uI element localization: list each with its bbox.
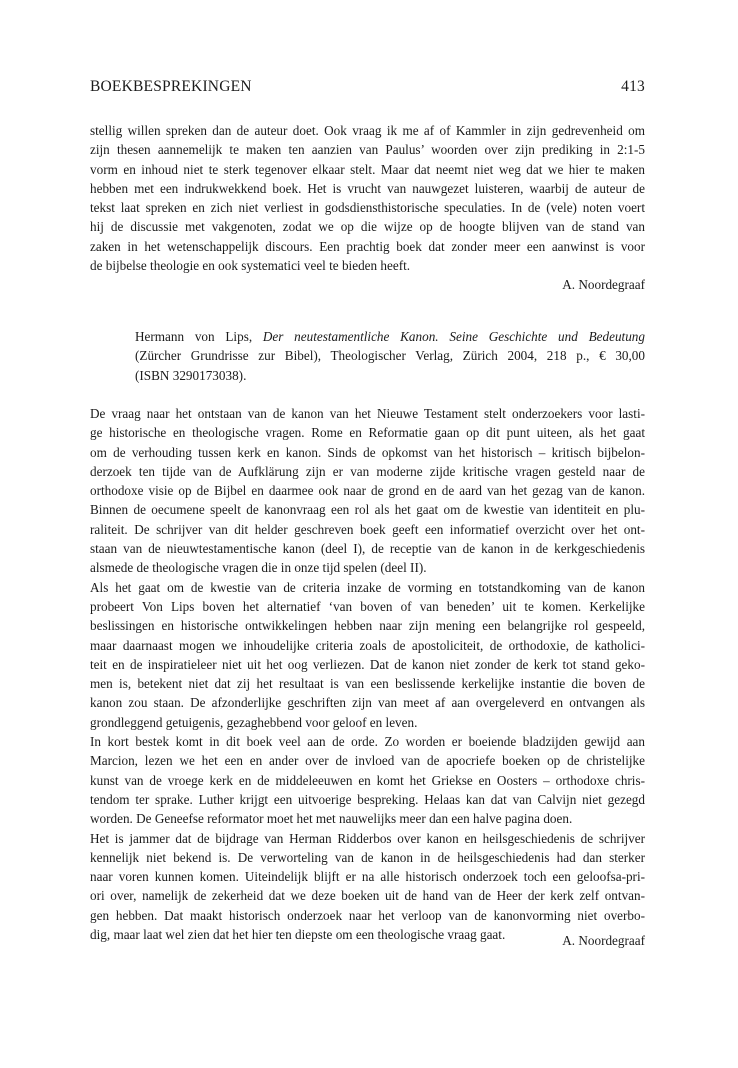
text-line: de bijbelse theologie en ook systematici veel te bieden heeft. [90,258,411,274]
text-line: stellig willen spreken dan de auteur doet. Ook vraag ik me af of Kammler in zijn gedrevenheid om [90,123,645,138]
text-line: Als het gaat om de kwestie van de criteria inzake de vorming en totstandkoming van de kanon [90,579,645,595]
citation-author: Hermann von Lips, [135,329,253,344]
text-line: ori over, namelijk de zekerheid dat we deze boeken uit de hand van de Heer der kerk zelf ontvan- [90,888,645,904]
text-line: Binnen de oecumene speelt de kanonvraag een rol als het gaat om de kwestie van identiteit en plu- [90,502,645,518]
text-line: grondleggend getuigenis, gezaghebbend voor geloof en leven. [90,714,418,730]
text-line: maar daarnaast mogen we inhoudelijke criteria zoals de apostoliciteit, de orthodoxie, de katholici- [90,637,645,653]
reviewer-signature: A. Noordegraaf [562,277,645,292]
text-line: worden. De Geneefse reformator moet het met nauwelijks meer dan een halve pagina doen. [90,811,573,827]
section-title: BOEKBESPREKINGEN [90,78,252,95]
text-line: tekst laat spreken en zich niet verliest in godsdiensthistorische speculaties. In de (vele) noten voert [90,200,645,216]
text-line: In kort bestek komt in dit boek veel aan de orde. Zo worden er boeiende bladzijden gewijd aan [90,734,645,750]
text-line: De vraag naar het ontstaan van de kanon van het Nieuwe Testament stelt onderzoekers voor lasti- [90,406,645,421]
text-line: staan van de nieuwtestamentische kanon (deel I), de receptie van de kanon in de kerkgeschiedenis [90,541,645,557]
text-line: Marcion, lezen we het een en ander over de invloed van de apocriefe boeken op de christelijke [90,753,645,769]
running-header [90,78,645,96]
text-line: vorm en inhoud niet te sterk tegenover elkaar stelt. Maar dat neemt niet weg dat we hier te maken [90,161,645,177]
text-line: derzoek ten tijde van de Aufklärung zijn er van moderne zijde kritische vragen gesteld naar de [90,463,645,479]
text-line: om de verhouding tussen kerk en kanon. Sinds de opkomst van het historisch – kritisch bijbelon- [90,444,645,460]
text-line: dig, maar laat wel zien dat het hier ten diepste om een theologische vraag gaat. [90,927,506,943]
text-line: kanon zou staan. De afzonderlijke geschriften zijn van meet af aan overgeleverd en ontvangen als [90,695,645,711]
text-line: kunst van de vroege kerk en de middeleeuwen en komt het Griekse en Oosters – orthodoxe chris- [90,772,645,788]
book-citation [135,327,645,385]
text-line: Het is jammer dat de bijdrage van Herman Ridderbos over kanon en heilsgeschiedenis de schrijver [90,830,645,846]
citation-line: (ISBN 3290173038). [135,367,247,383]
text-line: zijn thesen aannemelijk te maken ten aanzien van Paulus’ woorden over zijn prediking in 2:1-5 [90,142,645,158]
text-line: hebben met een indrukwekkend boek. Het is vrucht van nauwgezet luisteren, waarbij de auteur de [90,180,645,196]
text-line: tendom ter sprake. Luther krijgt een uitvoerige bespreking. Helaas kan dat van Calvijn niet gezegd [90,791,645,807]
text-line: beslissingen en historische ontwikkelingen hebben naar zijn mening een belangrijke rol gespeeld, [90,618,645,634]
text-line: hij de discussie met vakgenoten, zodat we op die wijze op de hoogte blijven van de stand van [90,219,645,235]
text-line: orthodoxe visie op de Bijbel en daarmee ook naar de grond en de aard van het gezag van de kanon. [90,483,645,499]
citation-line: (Zürcher Grundrisse zur Bibel), Theologischer Verlag, Zürich 2004, 218 p., € 30,00 [135,348,645,364]
text-line: probeert Von Lips boven het alternatief ‘van boven of van beneden’ uit te komen. Kerkelijke [90,598,645,614]
citation-line [135,327,645,346]
text-line: gen hebben. Dat maakt historisch onderzoek naar het verloop van de kanonvorming niet overbo- [90,907,645,923]
reviewer-signature: A. Noordegraaf [562,933,645,948]
text-line: raliteit. De schrijver van dit helder geschreven boek geeft een informatief overzicht over het ont- [90,521,645,537]
text-line: kennelijk niet bekend is. De verworteling van de kanon in de heilsgeschiedenis had dan sterker [90,849,645,865]
text-line: alsmede de theologische vragen die in onze tijd spelen (deel II). [90,560,427,576]
review-continuation-paragraph [90,121,645,275]
text-line: teit en de inspiratieleer niet uit het oog verliezen. Dat de kanon niet zonder de kerk tot stand geko- [90,656,645,672]
text-line: naar voren kunnen komen. Uiteindelijk blijft er na alle historisch onderzoek toch een geloofsa-pri- [90,869,645,885]
review-body [90,404,645,944]
citation-title: Der neutestamentliche Kanon. Seine Geschichte und Bedeutung [262,329,645,344]
text-line: men is, betekent niet dat zij het resultaat is van een beslissende kerkelijke instantie die boven de [90,676,645,692]
text-line: zaken in het wetenschappelijk discours. Een prachtig boek dat zonder meer een aanwinst is voor [90,238,645,254]
page-number: 413 [621,78,645,95]
text-line: ge historische en theologische vragen. Rome en Reformatie gaan op dit punt uiteen, als het gaat [90,425,645,441]
